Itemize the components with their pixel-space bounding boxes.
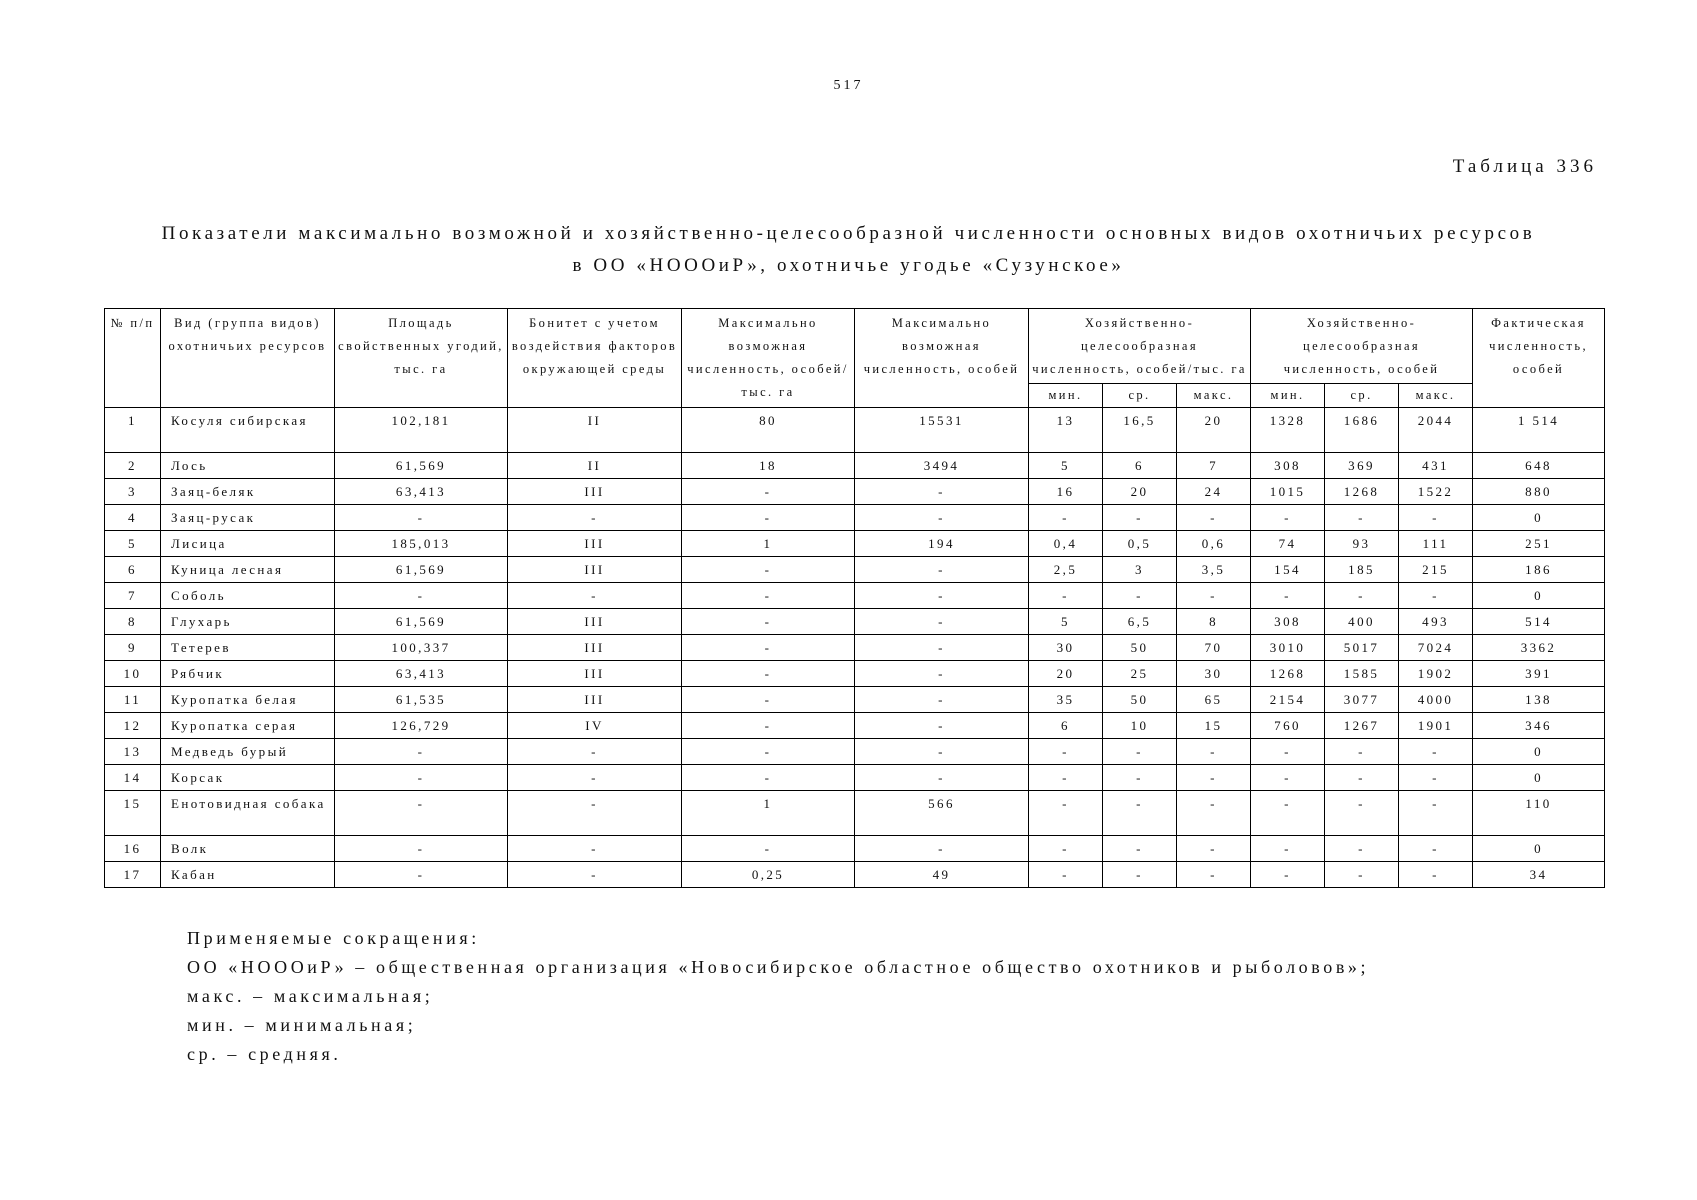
- table-row: [105, 836, 1605, 862]
- cell-density-avg: -: [1103, 583, 1177, 609]
- cell-species: Корсак: [161, 765, 335, 791]
- cell-max-count: -: [855, 583, 1029, 609]
- cell-species: Куропатка серая: [161, 713, 335, 739]
- cell-count-avg: 400: [1325, 609, 1399, 635]
- cell-max-count: 49: [855, 862, 1029, 888]
- cell-actual: 648: [1473, 453, 1605, 479]
- cell-count-min: 760: [1251, 713, 1325, 739]
- cell-num: 8: [105, 609, 161, 635]
- cell-density-max: -: [1177, 836, 1251, 862]
- cell-num: 12: [105, 713, 161, 739]
- cell-count-max: 1522: [1399, 479, 1473, 505]
- cell-area: -: [335, 791, 508, 836]
- cell-area: 61,535: [335, 687, 508, 713]
- table-row: [105, 583, 1605, 609]
- cell-num: 16: [105, 836, 161, 862]
- cell-num: 14: [105, 765, 161, 791]
- cell-bonitet: III: [508, 609, 682, 635]
- cell-count-min: -: [1251, 583, 1325, 609]
- cell-bonitet: III: [508, 531, 682, 557]
- table-row: [105, 531, 1605, 557]
- cell-area: 63,413: [335, 479, 508, 505]
- cell-count-max: 111: [1399, 531, 1473, 557]
- cell-density-max: 8: [1177, 609, 1251, 635]
- table-row: [105, 862, 1605, 888]
- cell-count-max: 2044: [1399, 408, 1473, 453]
- cell-num: 2: [105, 453, 161, 479]
- table-row: [105, 739, 1605, 765]
- cell-count-avg: 1267: [1325, 713, 1399, 739]
- cell-area: 61,569: [335, 609, 508, 635]
- cell-num: 17: [105, 862, 161, 888]
- cell-max-density: -: [682, 765, 855, 791]
- cell-max-density: 0,25: [682, 862, 855, 888]
- cell-actual: 0: [1473, 739, 1605, 765]
- cell-bonitet: III: [508, 635, 682, 661]
- cell-count-avg: 5017: [1325, 635, 1399, 661]
- table-body: [105, 408, 1605, 888]
- cell-count-avg: 185: [1325, 557, 1399, 583]
- cell-max-density: -: [682, 557, 855, 583]
- cell-bonitet: -: [508, 739, 682, 765]
- cell-density-min: 2,5: [1029, 557, 1103, 583]
- cell-density-max: -: [1177, 765, 1251, 791]
- cell-species: Волк: [161, 836, 335, 862]
- subheader-density-max: макс.: [1177, 384, 1251, 408]
- table-row: [105, 687, 1605, 713]
- cell-density-avg: 6,5: [1103, 609, 1177, 635]
- cell-actual: 0: [1473, 583, 1605, 609]
- cell-count-min: -: [1251, 862, 1325, 888]
- table-row: [105, 661, 1605, 687]
- cell-max-count: 3494: [855, 453, 1029, 479]
- cell-area: 102,181: [335, 408, 508, 453]
- cell-max-density: 1: [682, 531, 855, 557]
- cell-bonitet: -: [508, 583, 682, 609]
- cell-count-min: 2154: [1251, 687, 1325, 713]
- cell-species: Медведь бурый: [161, 739, 335, 765]
- cell-max-density: -: [682, 505, 855, 531]
- cell-density-min: 30: [1029, 635, 1103, 661]
- cell-bonitet: -: [508, 505, 682, 531]
- cell-density-avg: 3: [1103, 557, 1177, 583]
- cell-num: 11: [105, 687, 161, 713]
- cell-num: 7: [105, 583, 161, 609]
- cell-actual: 3362: [1473, 635, 1605, 661]
- cell-density-min: 6: [1029, 713, 1103, 739]
- header-area: Площадь свойственных угодий, тыс. га: [335, 309, 508, 408]
- cell-actual: 391: [1473, 661, 1605, 687]
- cell-actual: 0: [1473, 765, 1605, 791]
- cell-count-max: 1902: [1399, 661, 1473, 687]
- cell-count-avg: 1268: [1325, 479, 1399, 505]
- cell-bonitet: -: [508, 765, 682, 791]
- cell-density-max: -: [1177, 583, 1251, 609]
- cell-count-min: -: [1251, 505, 1325, 531]
- cell-density-max: 3,5: [1177, 557, 1251, 583]
- cell-max-count: -: [855, 713, 1029, 739]
- cell-bonitet: -: [508, 836, 682, 862]
- header-eco-count: Хозяйственно-целесообразная численность, особей: [1251, 309, 1473, 384]
- cell-max-density: -: [682, 583, 855, 609]
- cell-species: Кабан: [161, 862, 335, 888]
- cell-area: 126,729: [335, 713, 508, 739]
- cell-actual: 1 514: [1473, 408, 1605, 453]
- cell-max-count: -: [855, 687, 1029, 713]
- cell-area: -: [335, 583, 508, 609]
- cell-species: Тетерев: [161, 635, 335, 661]
- cell-area: 185,013: [335, 531, 508, 557]
- header-row: [105, 309, 1605, 384]
- cell-bonitet: -: [508, 862, 682, 888]
- cell-actual: 514: [1473, 609, 1605, 635]
- cell-density-max: 70: [1177, 635, 1251, 661]
- header-eco-density: Хозяйственно-целесообразная численность, особей/тыс. га: [1029, 309, 1251, 384]
- cell-area: 61,569: [335, 453, 508, 479]
- notes-heading: Применяемые сокращения:: [187, 928, 480, 948]
- cell-density-min: -: [1029, 836, 1103, 862]
- header-actual: Фактическая численность, особей: [1473, 309, 1605, 408]
- cell-count-min: -: [1251, 739, 1325, 765]
- cell-num: 1: [105, 408, 161, 453]
- cell-max-count: -: [855, 479, 1029, 505]
- cell-density-min: 5: [1029, 453, 1103, 479]
- cell-actual: 0: [1473, 836, 1605, 862]
- abbreviations-notes: [187, 924, 1369, 1069]
- cell-count-avg: 93: [1325, 531, 1399, 557]
- cell-area: -: [335, 836, 508, 862]
- cell-density-avg: -: [1103, 739, 1177, 765]
- cell-species: Соболь: [161, 583, 335, 609]
- table-title: [60, 218, 1637, 282]
- cell-count-max: 4000: [1399, 687, 1473, 713]
- cell-count-avg: 1686: [1325, 408, 1399, 453]
- cell-count-min: 1328: [1251, 408, 1325, 453]
- table-title-line-2: в ОО «НОООиР», охотничье угодье «Сузунское»: [572, 255, 1125, 276]
- cell-count-avg: -: [1325, 791, 1399, 836]
- cell-max-count: -: [855, 635, 1029, 661]
- cell-density-min: -: [1029, 739, 1103, 765]
- cell-max-count: -: [855, 836, 1029, 862]
- cell-species: Глухарь: [161, 609, 335, 635]
- cell-species: Рябчик: [161, 661, 335, 687]
- cell-density-avg: 6: [1103, 453, 1177, 479]
- cell-density-min: 5: [1029, 609, 1103, 635]
- cell-density-min: -: [1029, 583, 1103, 609]
- cell-density-avg: 16,5: [1103, 408, 1177, 453]
- notes-item: ср. – средняя.: [187, 1044, 342, 1064]
- cell-density-avg: 10: [1103, 713, 1177, 739]
- cell-density-max: 0,6: [1177, 531, 1251, 557]
- cell-density-avg: -: [1103, 836, 1177, 862]
- cell-density-min: 35: [1029, 687, 1103, 713]
- cell-area: -: [335, 505, 508, 531]
- cell-density-avg: -: [1103, 791, 1177, 836]
- cell-num: 9: [105, 635, 161, 661]
- cell-count-min: 3010: [1251, 635, 1325, 661]
- cell-density-max: 24: [1177, 479, 1251, 505]
- table-row: [105, 765, 1605, 791]
- cell-count-max: -: [1399, 836, 1473, 862]
- cell-bonitet: III: [508, 687, 682, 713]
- data-table: [104, 308, 1605, 888]
- cell-max-density: 80: [682, 408, 855, 453]
- cell-max-count: -: [855, 661, 1029, 687]
- table-caption: Таблица 336: [1452, 156, 1597, 177]
- cell-density-avg: -: [1103, 862, 1177, 888]
- cell-density-avg: 50: [1103, 635, 1177, 661]
- cell-species: Заяц-русак: [161, 505, 335, 531]
- cell-density-max: -: [1177, 739, 1251, 765]
- cell-num: 15: [105, 791, 161, 836]
- table-title-line-1: Показатели максимально возможной и хозяйственно-целесообразной численности основных видов охотничьих ресурсов: [161, 223, 1536, 244]
- cell-bonitet: III: [508, 479, 682, 505]
- header-species: Вид (группа видов) охотничьих ресурсов: [161, 309, 335, 408]
- subheader-density-avg: ср.: [1103, 384, 1177, 408]
- cell-density-min: -: [1029, 791, 1103, 836]
- table-row: [105, 408, 1605, 453]
- cell-actual: 251: [1473, 531, 1605, 557]
- cell-count-min: -: [1251, 765, 1325, 791]
- cell-max-density: -: [682, 661, 855, 687]
- cell-count-max: 215: [1399, 557, 1473, 583]
- cell-count-min: 308: [1251, 453, 1325, 479]
- cell-max-density: -: [682, 836, 855, 862]
- subheader-count-min: мин.: [1251, 384, 1325, 408]
- cell-area: -: [335, 739, 508, 765]
- notes-item: макс. – максимальная;: [187, 986, 434, 1006]
- cell-actual: 34: [1473, 862, 1605, 888]
- table-row: [105, 609, 1605, 635]
- cell-density-avg: 20: [1103, 479, 1177, 505]
- cell-area: -: [335, 765, 508, 791]
- table-row: [105, 635, 1605, 661]
- cell-num: 3: [105, 479, 161, 505]
- cell-max-density: 1: [682, 791, 855, 836]
- cell-area: 100,337: [335, 635, 508, 661]
- cell-density-min: -: [1029, 862, 1103, 888]
- cell-max-density: -: [682, 609, 855, 635]
- cell-bonitet: III: [508, 661, 682, 687]
- cell-count-min: 308: [1251, 609, 1325, 635]
- cell-count-avg: 1585: [1325, 661, 1399, 687]
- cell-bonitet: -: [508, 791, 682, 836]
- cell-density-avg: 0,5: [1103, 531, 1177, 557]
- cell-num: 5: [105, 531, 161, 557]
- cell-count-avg: 3077: [1325, 687, 1399, 713]
- cell-density-max: 15: [1177, 713, 1251, 739]
- cell-count-max: -: [1399, 505, 1473, 531]
- cell-max-density: -: [682, 635, 855, 661]
- cell-species: Лисица: [161, 531, 335, 557]
- cell-actual: 346: [1473, 713, 1605, 739]
- cell-species: Куропатка белая: [161, 687, 335, 713]
- cell-count-avg: -: [1325, 836, 1399, 862]
- cell-max-count: -: [855, 609, 1029, 635]
- subheader-density-min: мин.: [1029, 384, 1103, 408]
- cell-area: 61,569: [335, 557, 508, 583]
- cell-num: 13: [105, 739, 161, 765]
- cell-count-max: 431: [1399, 453, 1473, 479]
- cell-density-max: 30: [1177, 661, 1251, 687]
- cell-max-count: 566: [855, 791, 1029, 836]
- cell-bonitet: II: [508, 453, 682, 479]
- cell-bonitet: IV: [508, 713, 682, 739]
- notes-item: мин. – минимальная;: [187, 1015, 417, 1035]
- cell-max-count: 194: [855, 531, 1029, 557]
- cell-actual: 0: [1473, 505, 1605, 531]
- cell-count-min: 154: [1251, 557, 1325, 583]
- cell-density-max: 20: [1177, 408, 1251, 453]
- cell-num: 6: [105, 557, 161, 583]
- cell-max-density: -: [682, 479, 855, 505]
- cell-count-min: -: [1251, 791, 1325, 836]
- cell-species: Лось: [161, 453, 335, 479]
- cell-num: 4: [105, 505, 161, 531]
- cell-count-max: 1901: [1399, 713, 1473, 739]
- table-row: [105, 791, 1605, 836]
- cell-density-min: 20: [1029, 661, 1103, 687]
- cell-area: 63,413: [335, 661, 508, 687]
- cell-count-min: 1268: [1251, 661, 1325, 687]
- cell-max-count: 15531: [855, 408, 1029, 453]
- cell-density-max: -: [1177, 791, 1251, 836]
- page-number: 517: [833, 78, 864, 93]
- cell-count-max: 7024: [1399, 635, 1473, 661]
- cell-density-min: 13: [1029, 408, 1103, 453]
- subheader-count-max: макс.: [1399, 384, 1473, 408]
- cell-density-max: -: [1177, 505, 1251, 531]
- header-max-count: Максимально возможная численность, особей: [855, 309, 1029, 408]
- cell-density-max: 7: [1177, 453, 1251, 479]
- cell-max-count: -: [855, 505, 1029, 531]
- cell-bonitet: III: [508, 557, 682, 583]
- cell-count-max: -: [1399, 765, 1473, 791]
- cell-species: Куница лесная: [161, 557, 335, 583]
- cell-density-avg: 50: [1103, 687, 1177, 713]
- subheader-count-avg: ср.: [1325, 384, 1399, 408]
- cell-species: Заяц-беляк: [161, 479, 335, 505]
- table-row: [105, 557, 1605, 583]
- cell-max-density: -: [682, 713, 855, 739]
- cell-density-max: 65: [1177, 687, 1251, 713]
- cell-max-density: -: [682, 739, 855, 765]
- table-row: [105, 713, 1605, 739]
- cell-max-density: 18: [682, 453, 855, 479]
- header-bonitet: Бонитет с учетом воздействия факторов окружающей среды: [508, 309, 682, 408]
- notes-item: ОО «НОООиР» – общественная организация «Новосибирское областное общество охотников и рыболовов»;: [187, 957, 1370, 977]
- cell-count-avg: -: [1325, 765, 1399, 791]
- cell-count-avg: 369: [1325, 453, 1399, 479]
- cell-count-min: 1015: [1251, 479, 1325, 505]
- cell-count-max: -: [1399, 862, 1473, 888]
- header-num: № п/п: [105, 309, 161, 408]
- header-max-density: Максимально возможная численность, особей/тыс. га: [682, 309, 855, 408]
- cell-count-avg: -: [1325, 862, 1399, 888]
- table-row: [105, 505, 1605, 531]
- cell-count-min: -: [1251, 836, 1325, 862]
- cell-bonitet: II: [508, 408, 682, 453]
- table-row: [105, 479, 1605, 505]
- cell-count-max: -: [1399, 791, 1473, 836]
- cell-species: Косуля сибирская: [161, 408, 335, 453]
- cell-count-avg: -: [1325, 505, 1399, 531]
- cell-density-min: -: [1029, 765, 1103, 791]
- cell-count-max: 493: [1399, 609, 1473, 635]
- cell-max-density: -: [682, 687, 855, 713]
- cell-density-min: 0,4: [1029, 531, 1103, 557]
- cell-actual: 110: [1473, 791, 1605, 836]
- cell-max-count: -: [855, 557, 1029, 583]
- cell-actual: 186: [1473, 557, 1605, 583]
- cell-max-count: -: [855, 739, 1029, 765]
- cell-area: -: [335, 862, 508, 888]
- cell-actual: 880: [1473, 479, 1605, 505]
- cell-density-avg: 25: [1103, 661, 1177, 687]
- cell-density-avg: -: [1103, 505, 1177, 531]
- cell-max-count: -: [855, 765, 1029, 791]
- cell-count-max: -: [1399, 739, 1473, 765]
- cell-density-avg: -: [1103, 765, 1177, 791]
- cell-density-min: 16: [1029, 479, 1103, 505]
- cell-num: 10: [105, 661, 161, 687]
- cell-species: Енотовидная собака: [161, 791, 335, 836]
- cell-actual: 138: [1473, 687, 1605, 713]
- cell-count-min: 74: [1251, 531, 1325, 557]
- cell-density-min: -: [1029, 505, 1103, 531]
- table-row: [105, 453, 1605, 479]
- cell-count-avg: -: [1325, 583, 1399, 609]
- cell-count-max: -: [1399, 583, 1473, 609]
- cell-density-max: -: [1177, 862, 1251, 888]
- cell-count-avg: -: [1325, 739, 1399, 765]
